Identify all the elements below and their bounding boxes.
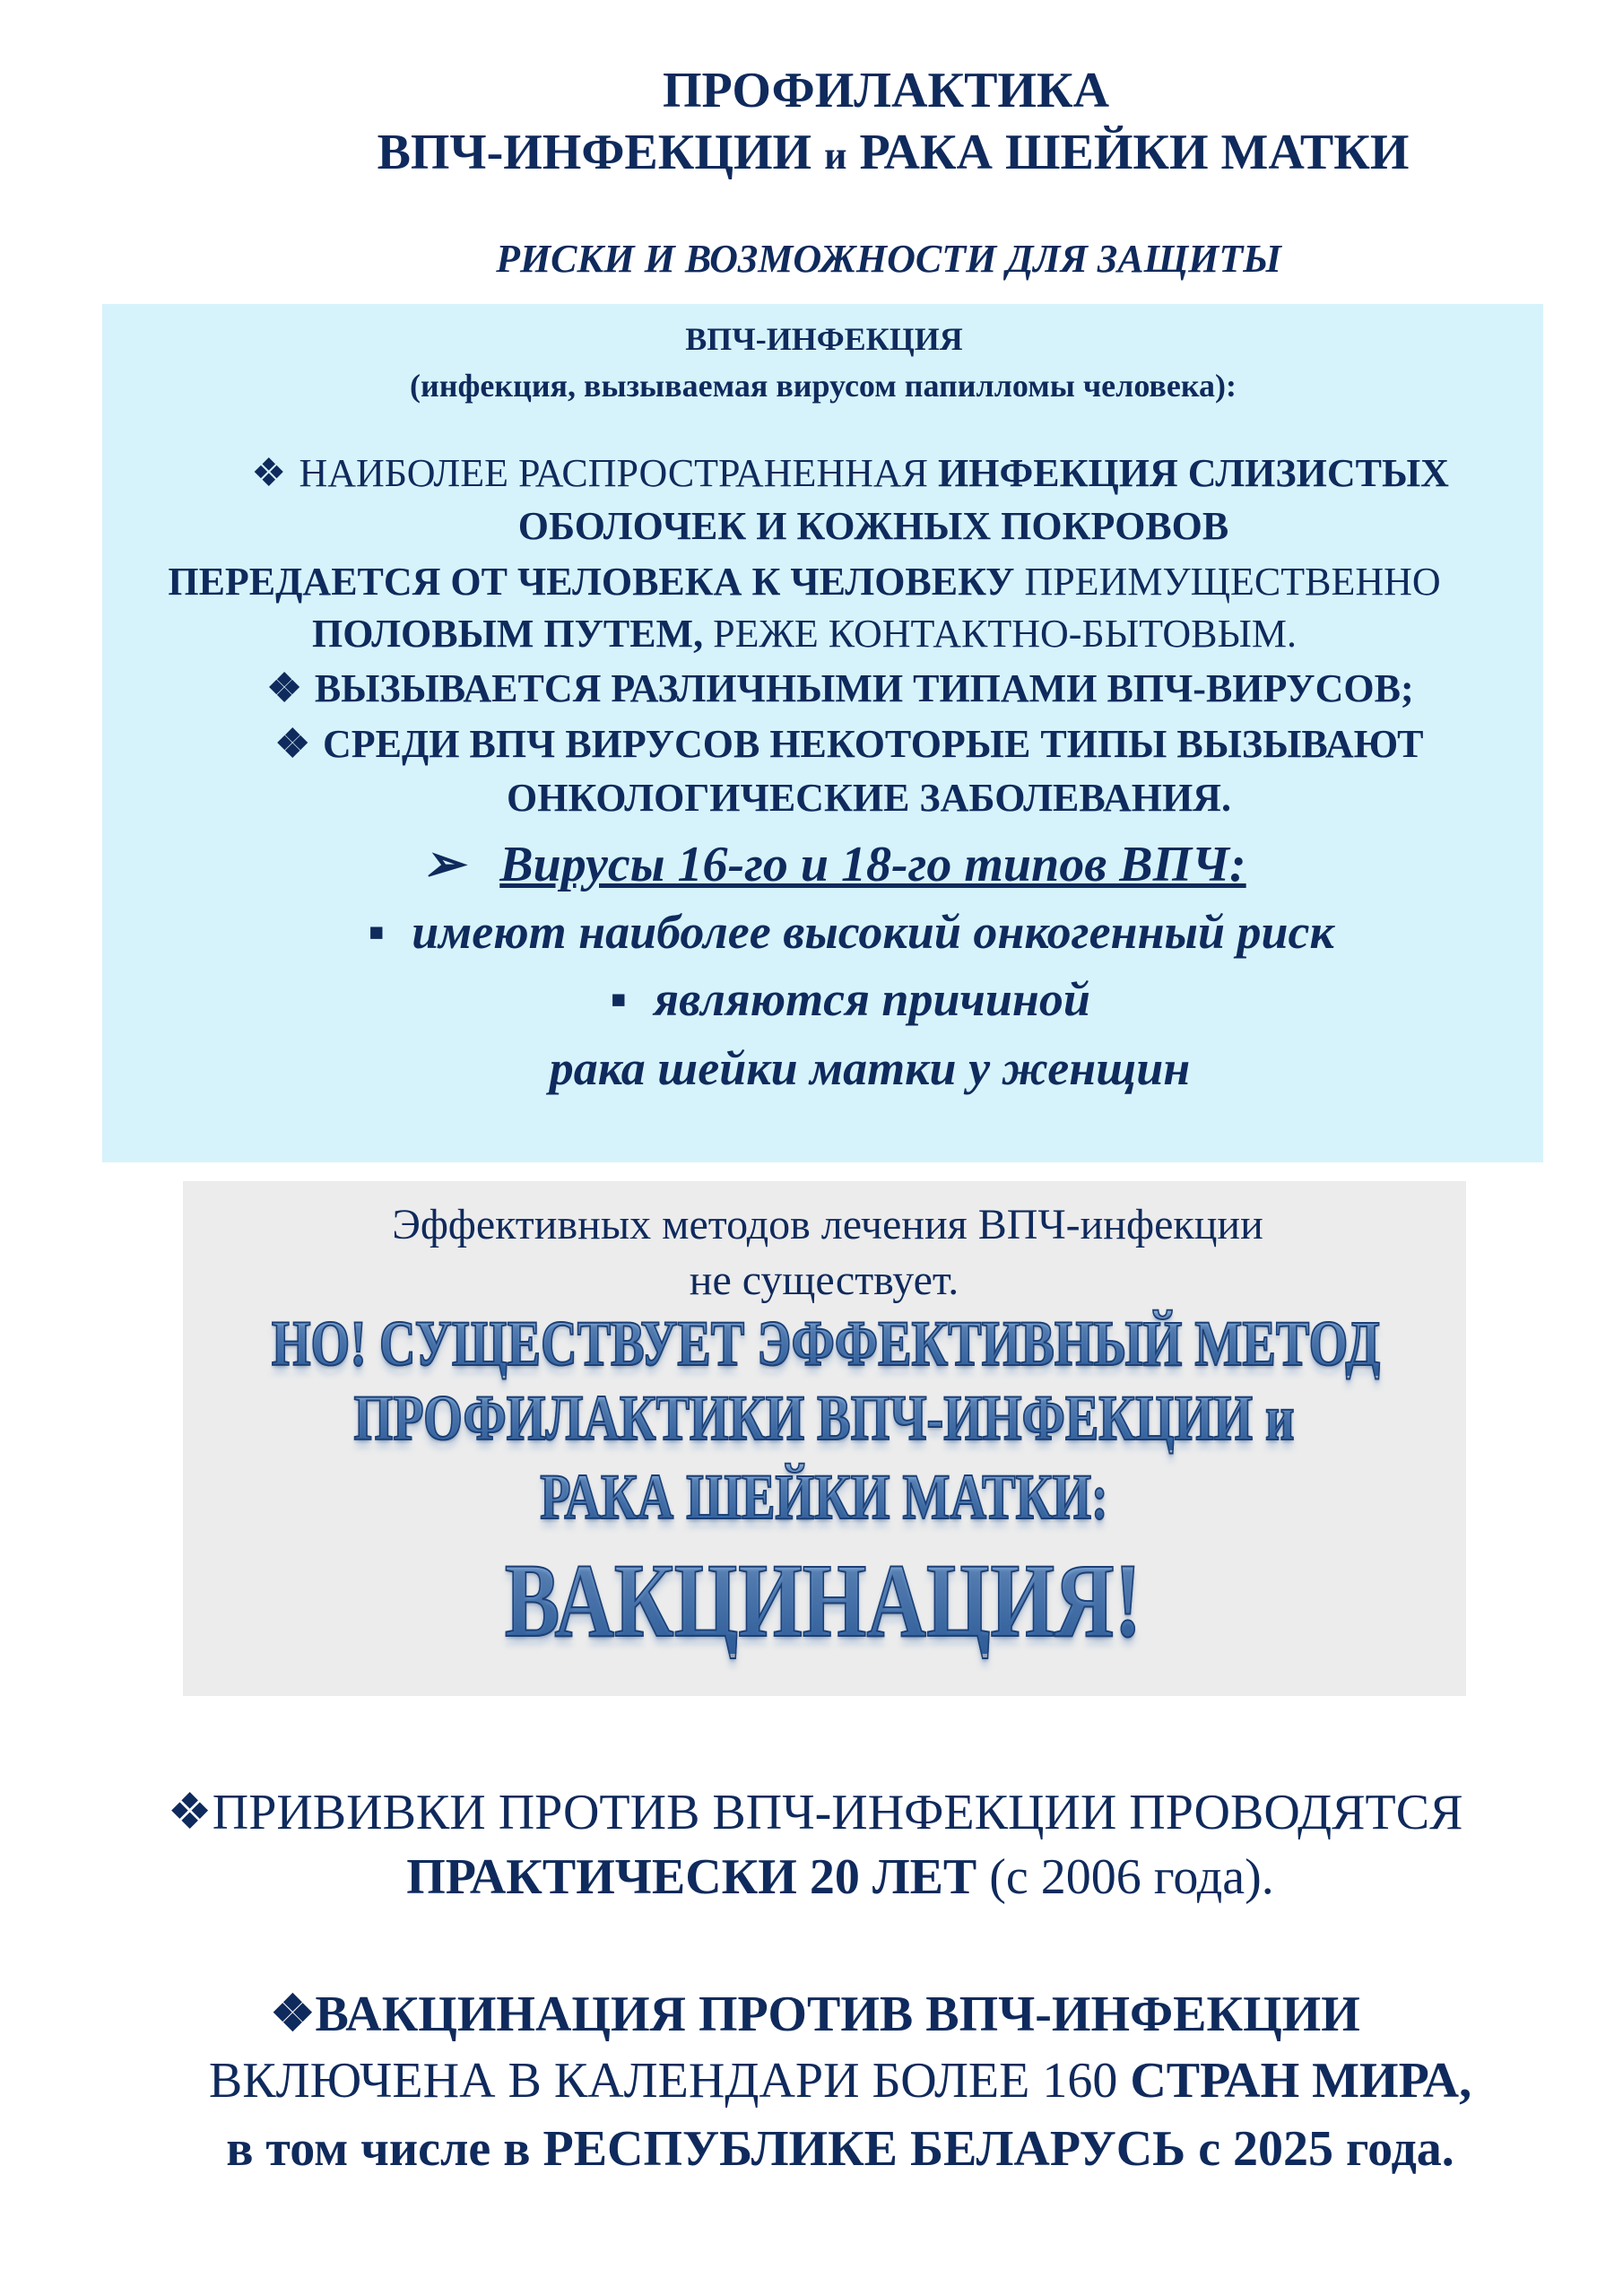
virus-point-text: являются причиной [654,972,1090,1026]
transmission-line2 [0,614,1611,654]
virus-point-1 [44,905,1623,959]
transmission-regular: ПРЕИМУЩЕСТВЕННО [1014,560,1441,604]
square-bullet-icon: ▪ [610,972,628,1026]
bullet-3 [42,722,1623,766]
virus-heading [27,839,1623,890]
bullet-2 [33,666,1623,710]
vaccination-wordart: ВАКЦИНАЦИЯ! [194,1548,1453,1654]
fact-text: (с 2006 года). [976,1849,1274,1905]
title-part: РАКА ШЕЙКИ МАТКИ [846,125,1410,180]
fact-1-line2 [33,1849,1623,1905]
treatment-text-line2: не существует. [689,1257,959,1304]
info-heading: ВПЧ-ИНФЕКЦИЯ [685,321,963,357]
virus-point-2-line2: рака шейки матки у женщин [549,1041,1191,1095]
diamond-bullet-icon: ❖ [270,1987,316,2042]
bullet-text: ВЫЗЫВАЕТСЯ РАЗЛИЧНЫМИ ТИПАМИ ВПЧ-ВИРУСОВ; [314,666,1414,710]
subtitle: РИСКИ И ВОЗМОЖНОСТИ ДЛЯ ЗАЩИТЫ [496,237,1281,281]
transmission-bold: ПОЛОВЫМ ПУТЕМ, [312,612,704,656]
title-part: ВПЧ-ИНФЕКЦИИ [377,125,825,180]
bullet-text: СРЕДИ ВПЧ ВИРУСОВ НЕКОТОРЫЕ ТИПЫ ВЫЗЫВАЮТ [322,722,1424,766]
bullet-1-line2: ОБОЛОЧЕК И КОЖНЫХ ПОКРОВОВ [517,504,1229,548]
diamond-bullet-icon: ❖ [266,666,302,710]
bullet-3-line2: ОНКОЛОГИЧЕСКИЕ ЗАБОЛЕВАНИЯ. [507,776,1231,820]
fact-text-bold: ВАКЦИНАЦИЯ ПРОТИВ ВПЧ-ИНФЕКЦИИ [315,1987,1360,2042]
square-bullet-icon: ▪ [368,905,386,959]
bullet-1 [43,451,1623,495]
treatment-text: Эффективных методов лечения ВПЧ-инфекции [392,1201,1263,1248]
prevention-wordart-2: ПРОФИЛАКТИКИ ВПЧ-ИНФЕКЦИИ и [195,1386,1454,1450]
fact-2-line2 [33,2053,1623,2109]
virus-point-text: имеют наиболее высокий онкогенный риск [412,905,1334,959]
fact-text-bold: ПРАКТИЧЕСКИ 20 ЛЕТ [406,1849,977,1905]
fact-text: ВКЛЮЧЕНА В КАЛЕНДАРИ БОЛЕЕ 160 [208,2053,1131,2109]
diamond-bullet-icon: ❖ [251,451,287,495]
fact-2 [8,1987,1622,2042]
transmission-line [0,562,1611,602]
fact-1 [8,1787,1622,1838]
arrow-bullet-icon: ➢ [421,837,464,892]
fact-text-bold: СТРАН МИРА, [1130,2053,1472,2109]
transmission-bold: ПЕРЕДАЕТСЯ ОТ ЧЕЛОВЕКА К ЧЕЛОВЕКУ [168,560,1015,604]
bullet-text-bold: ИНФЕКЦИЯ СЛИЗИСТЫХ [938,451,1449,495]
bullet-text: НАИБОЛЕЕ РАСПРОСТРАНЕННАЯ [299,451,938,495]
diamond-bullet-icon: ❖ [167,1785,213,1840]
prevention-wordart-3: РАКА ШЕЙКИ МАТКИ: [195,1465,1454,1529]
title-line1: ПРОФИЛАКТИКА [662,63,1110,118]
fact-text: ПРИВИВКИ ПРОТИВ ВПЧ-ИНФЕКЦИИ ПРОВОДЯТСЯ [212,1785,1463,1840]
title-line2 [86,127,1623,178]
prevention-wordart-1: НО! СУЩЕСТВУЕТ ЭФФЕКТИВНЫЙ МЕТОД [196,1311,1455,1376]
title-part: и [824,134,847,178]
diamond-bullet-icon: ❖ [274,722,310,766]
virus-point-2 [43,972,1623,1026]
transmission-regular: РЕЖЕ КОНТАКТНО-БЫТОВЫМ. [703,612,1297,656]
info-heading-sub: (инфекция, вызываемая вирусом папилломы человека): [409,368,1237,404]
virus-heading-text: Вирусы 16-го и 18-го типов ВПЧ: [499,837,1246,892]
fact-2-line3: в том числе в РЕСПУБЛИКЕ БЕЛАРУСЬ с 2025 года. [226,2121,1454,2177]
